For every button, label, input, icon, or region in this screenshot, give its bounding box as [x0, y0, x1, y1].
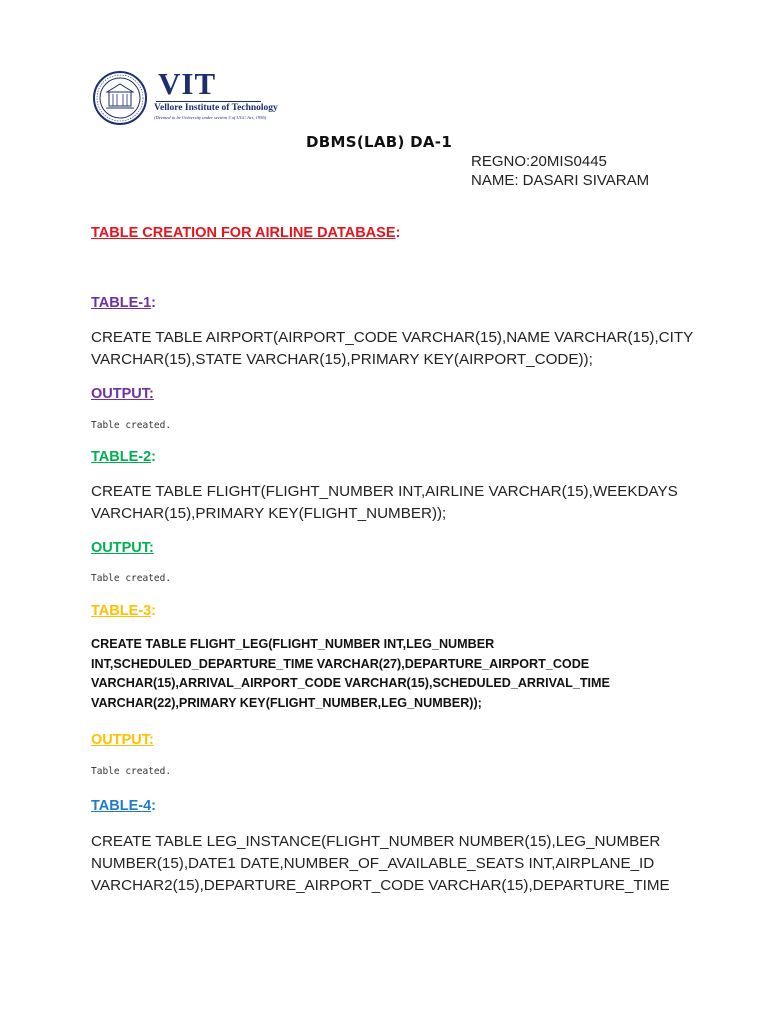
output-label-text: OUTPUT: [91, 386, 154, 402]
table-1-sql [91, 327, 694, 371]
sql-line: INT,SCHEDULED_DEPARTURE_TIME VARCHAR(27),DEPARTURE_AIRPORT_CODE [91, 656, 590, 671]
table-2-heading [91, 449, 156, 465]
sql-line: CREATE TABLE FLIGHT(FLIGHT_NUMBER INT,AIRLINE VARCHAR(15),WEEKDAYS [91, 483, 678, 500]
sql-line: VARCHAR2(15),DEPARTURE_AIRPORT_CODE VARCHAR(15),DEPARTURE_TIME [91, 877, 670, 894]
table-3-heading-colon: : [151, 603, 156, 619]
table-2-sql [91, 481, 691, 525]
logo-divider [156, 101, 261, 102]
output-label-text: OUTPUT: [91, 732, 154, 748]
table-1-heading-colon: : [151, 295, 156, 311]
document-title: DBMS(LAB) DA-1 [306, 133, 453, 151]
table-2-heading-colon: : [151, 449, 156, 465]
logo-wordmark: VIT [158, 66, 217, 101]
section-heading-colon: : [395, 225, 401, 241]
table-4-heading [91, 798, 156, 814]
section-heading-text: TABLE CREATION FOR AIRLINE DATABASE [91, 225, 396, 241]
table-4-sql [91, 831, 691, 897]
table-1-heading-text: TABLE-1 [91, 295, 152, 311]
table-4-heading-text: TABLE-4 [91, 798, 152, 814]
sql-line: VARCHAR(15),ARRIVAL_AIRPORT_CODE VARCHAR(15),SCHEDULED_ARRIVAL_TIME [91, 676, 610, 690]
sql-line: VARCHAR(15),PRIMARY KEY(FLIGHT_NUMBER)); [91, 505, 447, 522]
table-3-sql [91, 635, 691, 713]
table-1-heading [91, 295, 156, 311]
student-name-text: NAME: DASARI SIVARAM [471, 172, 650, 189]
table-1-result: Table created. [91, 420, 172, 431]
university-seal-icon [92, 70, 148, 126]
sql-line: CREATE TABLE AIRPORT(AIRPORT_CODE VARCHAR(15),NAME VARCHAR(15),CITY [91, 329, 694, 346]
table-2-heading-text: TABLE-2 [91, 449, 152, 465]
sql-line: NUMBER(15),DATE1 DATE,NUMBER_OF_AVAILABLE_SEATS INT,AIRPLANE_ID [91, 855, 655, 872]
vit-logo [92, 66, 278, 126]
sql-line: CREATE TABLE FLIGHT_LEG(FLIGHT_NUMBER INT,LEG_NUMBER [91, 637, 495, 651]
logo-subtitle: (Deemed to be University under section 3 of UGC Act, 1956) [154, 115, 267, 120]
table-2-result: Table created. [91, 573, 172, 584]
regno-text: REGNO:20MIS0445 [471, 153, 607, 170]
output-label-text: OUTPUT: [91, 540, 154, 556]
table-3-output-label [91, 732, 154, 748]
table-3-result: Table created. [91, 766, 172, 777]
table-2-output-label [91, 540, 154, 556]
table-1-output-label [91, 386, 154, 402]
sql-line: VARCHAR(15),STATE VARCHAR(15),PRIMARY KEY(AIRPORT_CODE)); [91, 351, 593, 368]
table-3-heading-text: TABLE-3 [91, 603, 152, 619]
logo-text [148, 66, 278, 126]
section-heading [91, 225, 400, 241]
sql-line: VARCHAR(22),PRIMARY KEY(FLIGHT_NUMBER,LEG_NUMBER)); [91, 695, 482, 710]
sql-line: CREATE TABLE LEG_INSTANCE(FLIGHT_NUMBER NUMBER(15),LEG_NUMBER [91, 833, 661, 850]
table-3-heading [91, 603, 156, 619]
table-4-heading-colon: : [151, 798, 156, 814]
logo-institution: Vellore Institute of Technology [154, 103, 278, 113]
